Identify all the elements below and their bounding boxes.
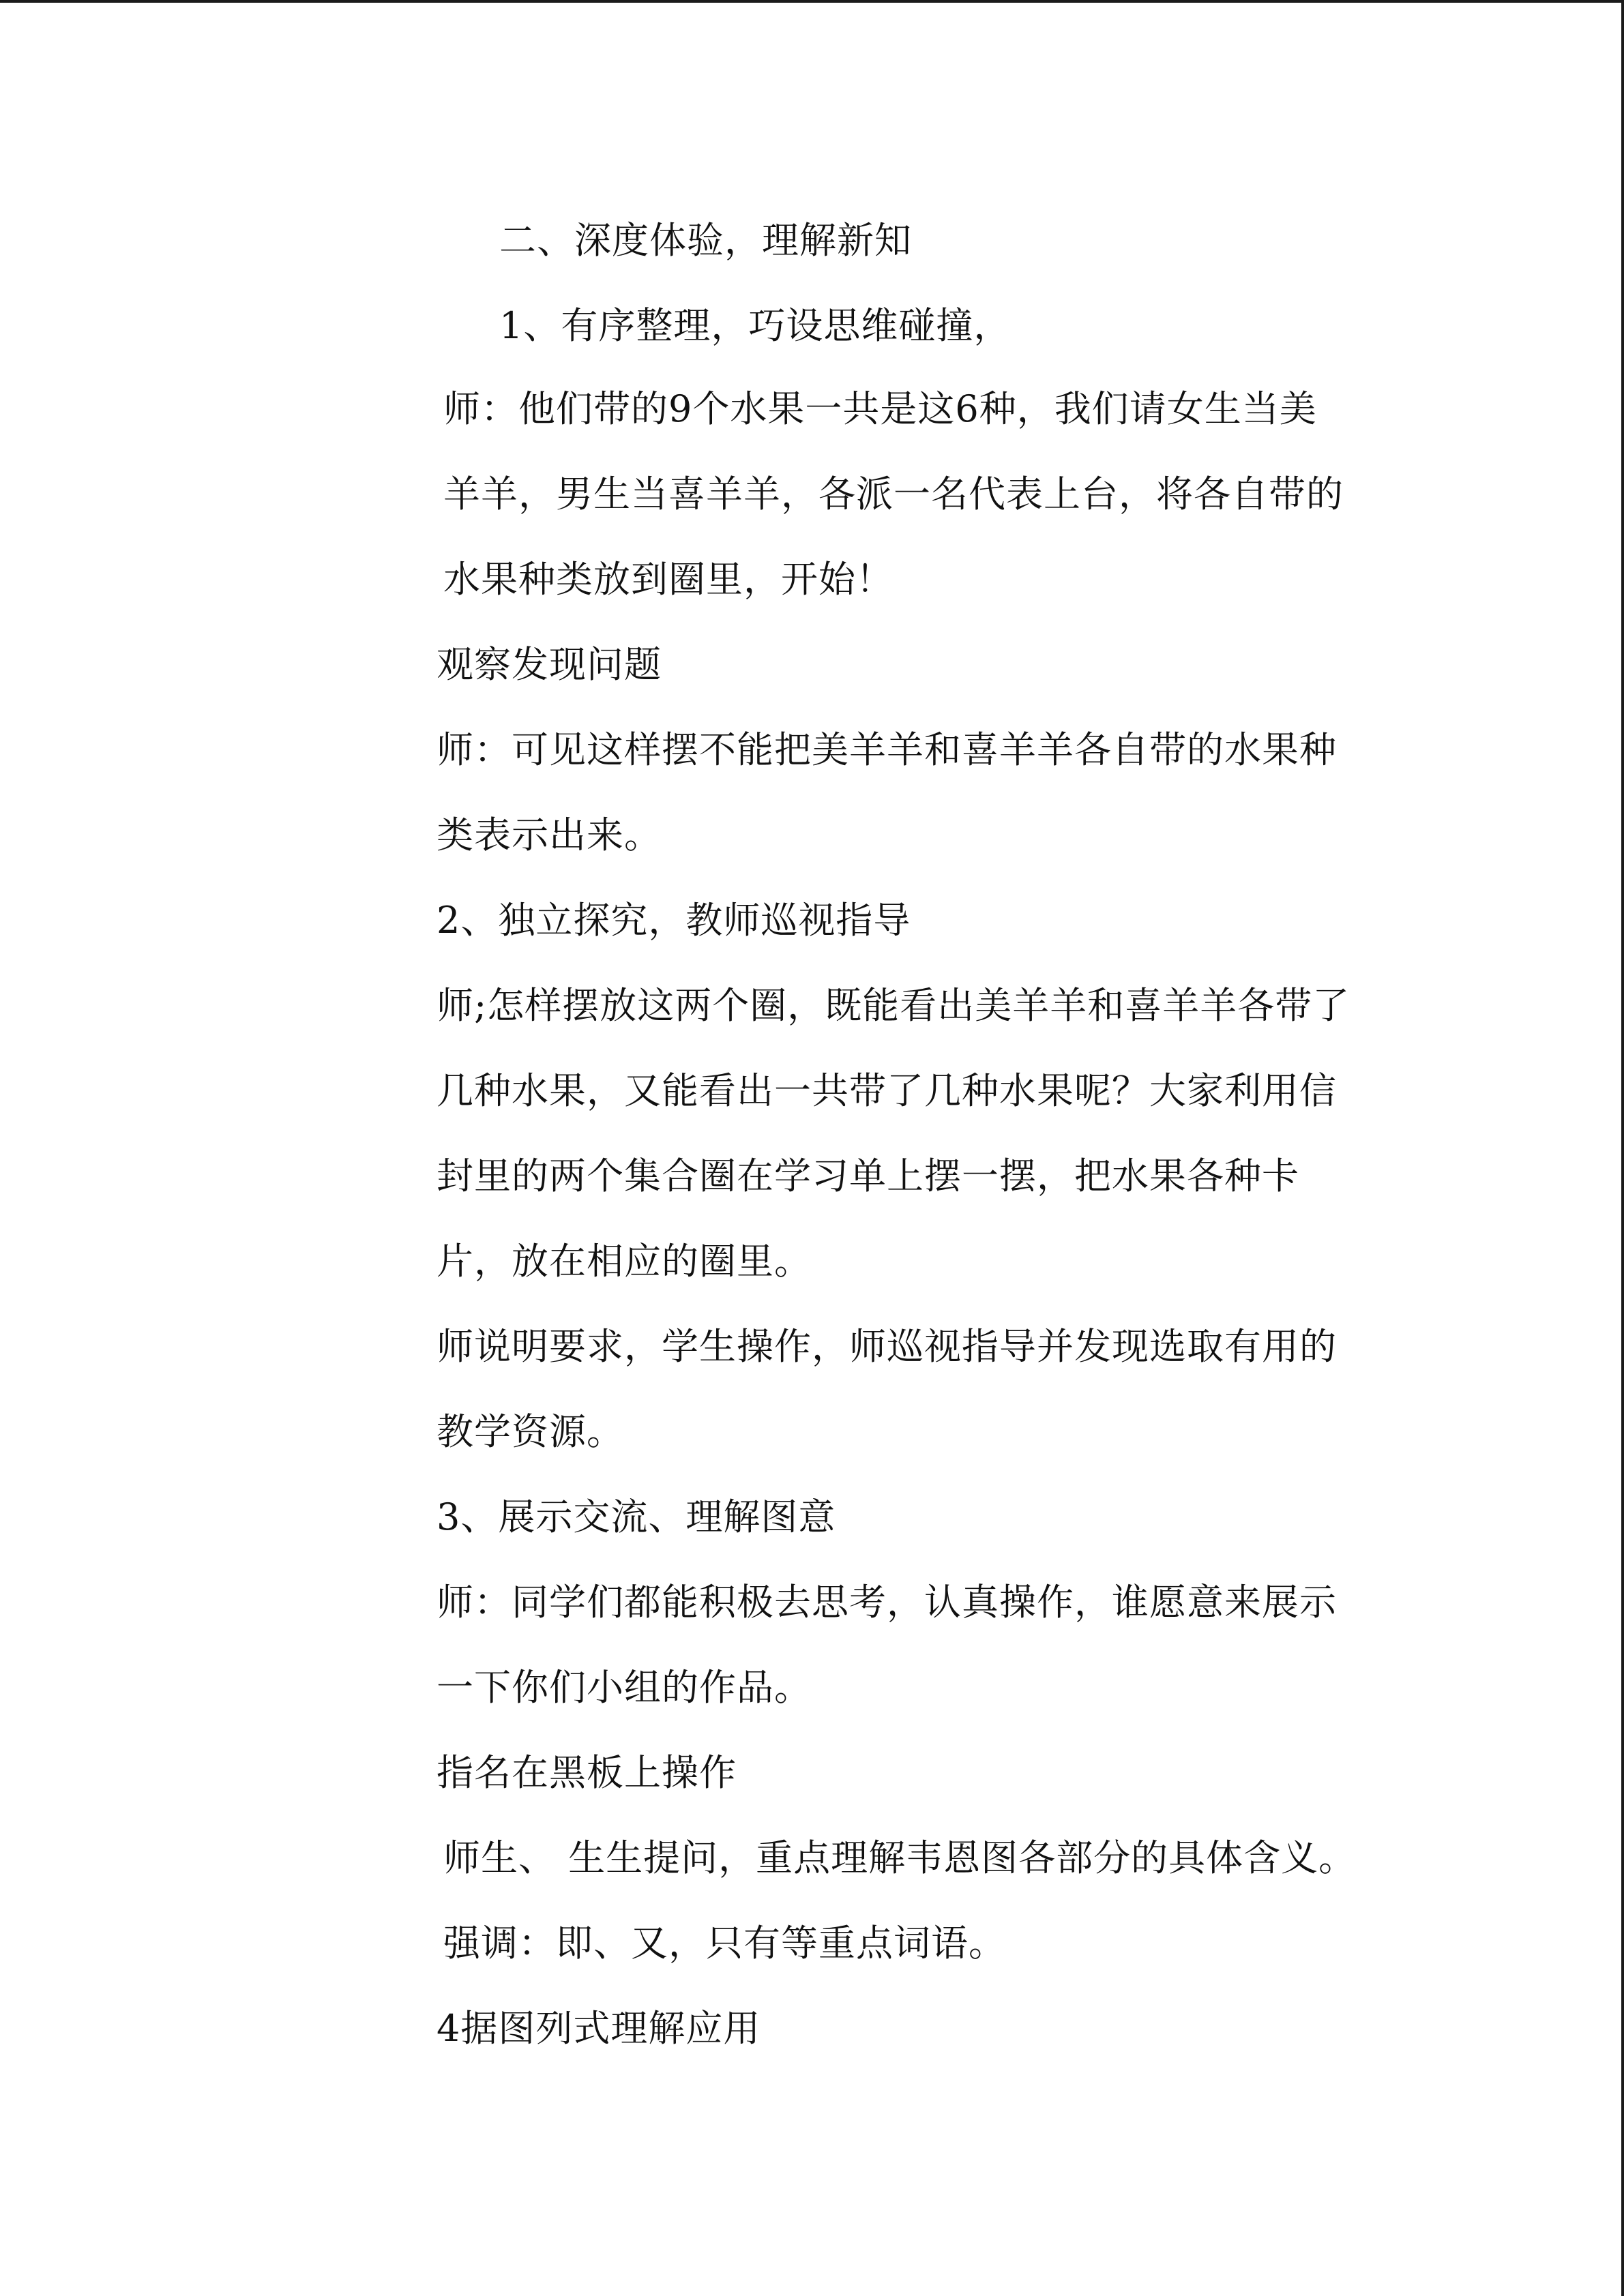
subsection-heading-4: 4据图列式理解应用 — [437, 2007, 761, 2050]
subsection-heading-2: 2、独立探究，教师巡视指导 — [437, 899, 911, 942]
paragraph-line: 一下你们小组的作品。 — [437, 1666, 812, 1709]
paragraph-line: 强调：即、又，只有等重点词语。 — [443, 1922, 1006, 1965]
section-heading: 二、深度体验，理解新知 — [499, 219, 912, 262]
subsection-heading-1: 1、有序整理，巧设思维碰撞， — [499, 304, 1012, 347]
paragraph-line: 封里的两个集合圈在学习单上摆一摆，把水果各种卡 — [437, 1154, 1299, 1197]
paragraph-line: 观察发现问题 — [437, 643, 662, 686]
paragraph-line: 师说明要求，学生操作，师巡视指导并发现选取有用的 — [437, 1325, 1337, 1368]
paragraph-line: 羊羊，男生当喜羊羊，各派一名代表上台，将各自带的 — [443, 473, 1344, 516]
paragraph-line: 类表示出来。 — [437, 814, 662, 856]
paragraph-line: 师：可见这样摆不能把美羊羊和喜羊羊各自带的水果种 — [437, 728, 1337, 771]
page-border-top — [0, 0, 1624, 3]
paragraph-line: 片，放在相应的圈里。 — [437, 1240, 812, 1283]
paragraph-line: 教学资源。 — [437, 1410, 624, 1453]
paragraph-line: 师：同学们都能积极去思考，认真操作，谁愿意来展示 — [437, 1581, 1337, 1624]
paragraph-line: 师;怎样摆放这两个圈，既能看出美羊羊和喜羊羊各带了 — [437, 984, 1350, 1027]
paragraph-line: 师：他们带的9个水果一共是这6种，我们请女生当美 — [443, 387, 1317, 430]
paragraph-line: 师生、 生生提问，重点理解韦恩图各部分的具体含义。 — [443, 1836, 1357, 1879]
paragraph-line: 几种水果，又能看出一共带了几种水果呢？大家利用信 — [437, 1069, 1337, 1112]
page-border-right — [1621, 0, 1624, 2296]
subsection-heading-3: 3、展示交流、理解图意 — [437, 1495, 836, 1538]
paragraph-line: 水果种类放到圈里，开始！ — [443, 558, 894, 601]
paragraph-line: 指名在黑板上操作 — [437, 1751, 737, 1794]
